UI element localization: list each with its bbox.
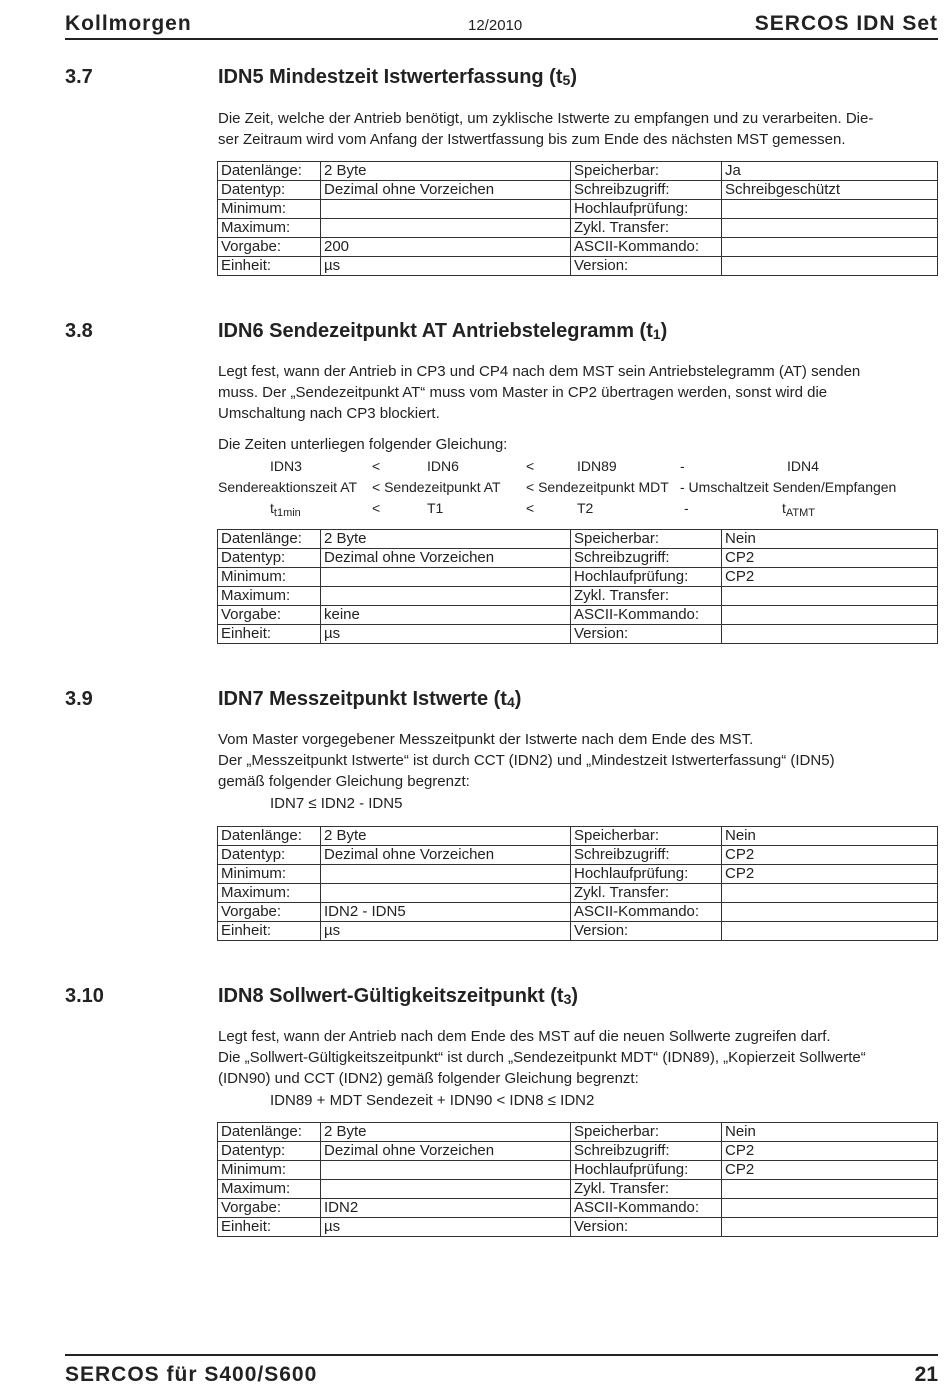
text-fragment: < (526, 500, 535, 516)
table-cell: Minimum: (218, 1161, 321, 1180)
text-fragment: ) (660, 320, 668, 342)
text-fragment: t (782, 500, 786, 516)
table-cell: Version: (571, 1218, 722, 1237)
table-cell: Maximum: (218, 884, 321, 903)
section-text (218, 108, 930, 150)
table-cell: Speicherbar: (571, 530, 722, 549)
table-cell: ASCII-Kommando: (571, 238, 722, 257)
text-fragment: IDN89 (577, 458, 617, 474)
table-cell: Maximum: (218, 587, 321, 606)
table-cell: Nein (722, 827, 938, 846)
text-fragment: Der „Messzeitpunkt Istwerte“ ist durch CCT (IDN2) und „Mindestzeit Istwerterfassung“ (IDN5) (218, 752, 835, 769)
header-company: Kollmorgen (65, 12, 192, 35)
table-cell: Vorgabe: (218, 238, 321, 257)
section-title (218, 688, 521, 711)
text-fragment: IDN6 Sendezeitpunkt AT Antriebstelegramm (t (218, 320, 653, 342)
text-fragment: 5 (562, 72, 571, 88)
text-fragment: IDN6 (427, 458, 459, 474)
page-number: 21 (914, 1363, 938, 1386)
table-cell (321, 1161, 571, 1180)
text-fragment: T1 (427, 500, 444, 516)
table-cell: Datentyp: (218, 181, 321, 200)
table-cell: Einheit: (218, 922, 321, 941)
table-cell (722, 903, 938, 922)
text-fragment: Vom Master vorgegebener Messzeitpunkt der Istwerte nach dem Ende des MST. (218, 731, 754, 748)
text-fragment: - Umschaltzeit Senden/Empfangen (680, 479, 897, 495)
header-doc-title: SERCOS IDN Set (754, 12, 938, 35)
table-cell (722, 200, 938, 219)
table-cell: Einheit: (218, 1218, 321, 1237)
text-fragment: t1min (273, 507, 301, 519)
text-fragment: < (372, 458, 381, 474)
table-cell: 2 Byte (321, 162, 571, 181)
text-fragment: t (270, 500, 274, 516)
section-number: 3.8 (65, 320, 93, 342)
equation-intro: Die Zeiten unterliegen folgender Gleichung: (218, 436, 508, 453)
text-fragment: < (372, 500, 381, 516)
spec-table-idn7 (217, 826, 938, 941)
text-fragment: < Sendezeitpunkt MDT (526, 479, 669, 495)
table-cell: keine (321, 606, 571, 625)
section-title (218, 985, 578, 1008)
table-cell: CP2 (722, 568, 938, 587)
text-fragment (782, 500, 815, 519)
table-cell: IDN2 (321, 1199, 571, 1218)
table-cell: Vorgabe: (218, 606, 321, 625)
text-fragment: 4 (506, 694, 515, 710)
section-title (218, 320, 667, 343)
table-cell: Einheit: (218, 257, 321, 276)
text-fragment: ) (570, 66, 577, 88)
table-cell: Dezimal ohne Vorzeichen (321, 549, 571, 568)
table-cell (321, 884, 571, 903)
table-cell (722, 922, 938, 941)
footer-doc-title: SERCOS für S400/S600 (65, 1363, 318, 1386)
table-cell: Version: (571, 257, 722, 276)
table-cell: Nein (722, 1123, 938, 1142)
table-cell: µs (321, 922, 571, 941)
text-fragment: IDN8 Sollwert-Gültigkeitszeitpunkt (t (218, 985, 564, 1007)
table-cell: Speicherbar: (571, 1123, 722, 1142)
table-cell: Datentyp: (218, 1142, 321, 1161)
table-cell: Datenlänge: (218, 1123, 321, 1142)
table-cell (321, 568, 571, 587)
table-cell: ASCII-Kommando: (571, 606, 722, 625)
text-fragment: IDN3 (270, 458, 302, 474)
section-text (218, 361, 930, 424)
table-cell: Minimum: (218, 568, 321, 587)
table-cell: Minimum: (218, 200, 321, 219)
table-cell: Dezimal ohne Vorzeichen (321, 181, 571, 200)
table-cell: 2 Byte (321, 827, 571, 846)
text-fragment: IDN4 (787, 458, 819, 474)
table-cell: Vorgabe: (218, 903, 321, 922)
table-cell: Datentyp: (218, 549, 321, 568)
table-cell: Hochlaufprüfung: (571, 568, 722, 587)
text-fragment: Legt fest, wann der Antrieb in CP3 und CP4 nach dem MST sein Antriebstelegramm (AT) senden (218, 363, 861, 380)
table-cell: Nein (722, 530, 938, 549)
table-cell: Vorgabe: (218, 1199, 321, 1218)
page-header (65, 10, 938, 40)
text-fragment: (IDN90) und CCT (IDN2) gemäß folgender Gleichung begrenzt: (218, 1070, 639, 1087)
text-fragment: Umschaltung nach CP3 blockiert. (218, 405, 440, 422)
table-cell: Maximum: (218, 1180, 321, 1199)
text-fragment: - (680, 458, 685, 474)
table-cell (722, 1218, 938, 1237)
table-cell: Version: (571, 922, 722, 941)
header-date: 12/2010 (468, 17, 523, 34)
table-cell (722, 1199, 938, 1218)
text-fragment: Sendereaktionszeit AT (218, 479, 358, 495)
table-cell: 2 Byte (321, 530, 571, 549)
text-fragment: muss. Der „Sendezeitpunkt AT“ muss vom Master in CP2 übertragen werden, sonst wird die (218, 384, 828, 401)
table-cell: Schreibzugriff: (571, 549, 722, 568)
table-cell (722, 257, 938, 276)
table-cell: IDN2 - IDN5 (321, 903, 571, 922)
table-cell: Hochlaufprüfung: (571, 865, 722, 884)
table-cell: Ja (722, 162, 938, 181)
table-cell: Schreibzugriff: (571, 181, 722, 200)
text-fragment: ser Zeitraum wird vom Anfang der Istwertfassung bis zum Ende des nächsten MST gemessen. (218, 131, 846, 148)
text-fragment: ) (514, 688, 522, 710)
table-cell: CP2 (722, 1161, 938, 1180)
table-cell: Schreibgeschützt (722, 181, 938, 200)
table-cell: Hochlaufprüfung: (571, 1161, 722, 1180)
table-cell: Einheit: (218, 625, 321, 644)
table-cell: ASCII-Kommando: (571, 903, 722, 922)
table-cell: Schreibzugriff: (571, 846, 722, 865)
table-cell: µs (321, 1218, 571, 1237)
section-number: 3.9 (65, 688, 93, 710)
text-fragment: 3 (563, 991, 572, 1007)
table-cell: CP2 (722, 1142, 938, 1161)
table-cell: 200 (321, 238, 571, 257)
table-cell: Datenlänge: (218, 530, 321, 549)
table-cell: Speicherbar: (571, 827, 722, 846)
spec-table-idn6 (217, 529, 938, 644)
table-cell: Zykl. Transfer: (571, 219, 722, 238)
table-cell: CP2 (722, 549, 938, 568)
text-fragment: T2 (577, 500, 594, 516)
table-cell: Datentyp: (218, 846, 321, 865)
spec-table-idn8 (217, 1122, 938, 1237)
table-cell: Zykl. Transfer: (571, 884, 722, 903)
text-fragment (270, 500, 301, 519)
table-cell (321, 200, 571, 219)
table-cell (722, 1180, 938, 1199)
text-fragment: Die „Sollwert-Gültigkeitszeitpunkt“ ist durch „Sendezeitpunkt MDT“ (IDN89), „Kopierzeit Sollwerte“ (218, 1049, 866, 1066)
section-text (218, 729, 930, 792)
text-fragment: ATMT (785, 507, 816, 519)
table-cell: Datenlänge: (218, 827, 321, 846)
table-cell: Dezimal ohne Vorzeichen (321, 1142, 571, 1161)
table-cell (722, 884, 938, 903)
section-title (218, 66, 577, 89)
table-cell (722, 606, 938, 625)
table-cell (321, 587, 571, 606)
table-cell (722, 625, 938, 644)
page-footer (65, 1354, 938, 1392)
table-cell: Schreibzugriff: (571, 1142, 722, 1161)
table-cell: ASCII-Kommando: (571, 1199, 722, 1218)
table-cell: Zykl. Transfer: (571, 587, 722, 606)
text-fragment: < Sendezeitpunkt AT (372, 479, 501, 495)
table-cell: CP2 (722, 865, 938, 884)
table-cell (722, 238, 938, 257)
table-cell: Maximum: (218, 219, 321, 238)
text-fragment: IDN7 Messzeitpunkt Istwerte (t (218, 688, 507, 710)
table-cell: µs (321, 625, 571, 644)
text-fragment: IDN5 Mindestzeit Istwerterfassung (t (218, 66, 563, 88)
inequality: IDN7 ≤ IDN2 - IDN5 (270, 795, 403, 812)
inequality: IDN89 + MDT Sendezeit + IDN90 < IDN8 ≤ IDN2 (270, 1092, 595, 1109)
table-cell: Speicherbar: (571, 162, 722, 181)
section-number: 3.10 (65, 985, 104, 1007)
table-cell: 2 Byte (321, 1123, 571, 1142)
table-cell: Minimum: (218, 865, 321, 884)
table-cell: Dezimal ohne Vorzeichen (321, 846, 571, 865)
table-cell (321, 865, 571, 884)
text-fragment: - (684, 500, 689, 516)
table-cell: µs (321, 257, 571, 276)
text-fragment: 1 (652, 326, 661, 342)
table-cell: Datenlänge: (218, 162, 321, 181)
table-cell: Zykl. Transfer: (571, 1180, 722, 1199)
text-fragment: Legt fest, wann der Antrieb nach dem Ende des MST auf die neuen Sollwerte zugreifen darf. (218, 1028, 831, 1045)
table-cell (722, 219, 938, 238)
table-cell: Version: (571, 625, 722, 644)
section-text (218, 1026, 930, 1089)
table-cell (321, 219, 571, 238)
text-fragment: < (526, 458, 535, 474)
table-cell: CP2 (722, 846, 938, 865)
spec-table-idn5 (217, 161, 938, 276)
table-cell (321, 1180, 571, 1199)
text-fragment: Die Zeit, welche der Antrieb benötigt, um zyklische Istwerte zu empfangen und zu verarbeiten. Die- (218, 110, 874, 127)
table-cell: Hochlaufprüfung: (571, 200, 722, 219)
text-fragment: ) (571, 985, 579, 1007)
text-fragment: gemäß folgender Gleichung begrenzt: (218, 773, 470, 790)
table-cell (722, 587, 938, 606)
section-number: 3.7 (65, 66, 93, 88)
